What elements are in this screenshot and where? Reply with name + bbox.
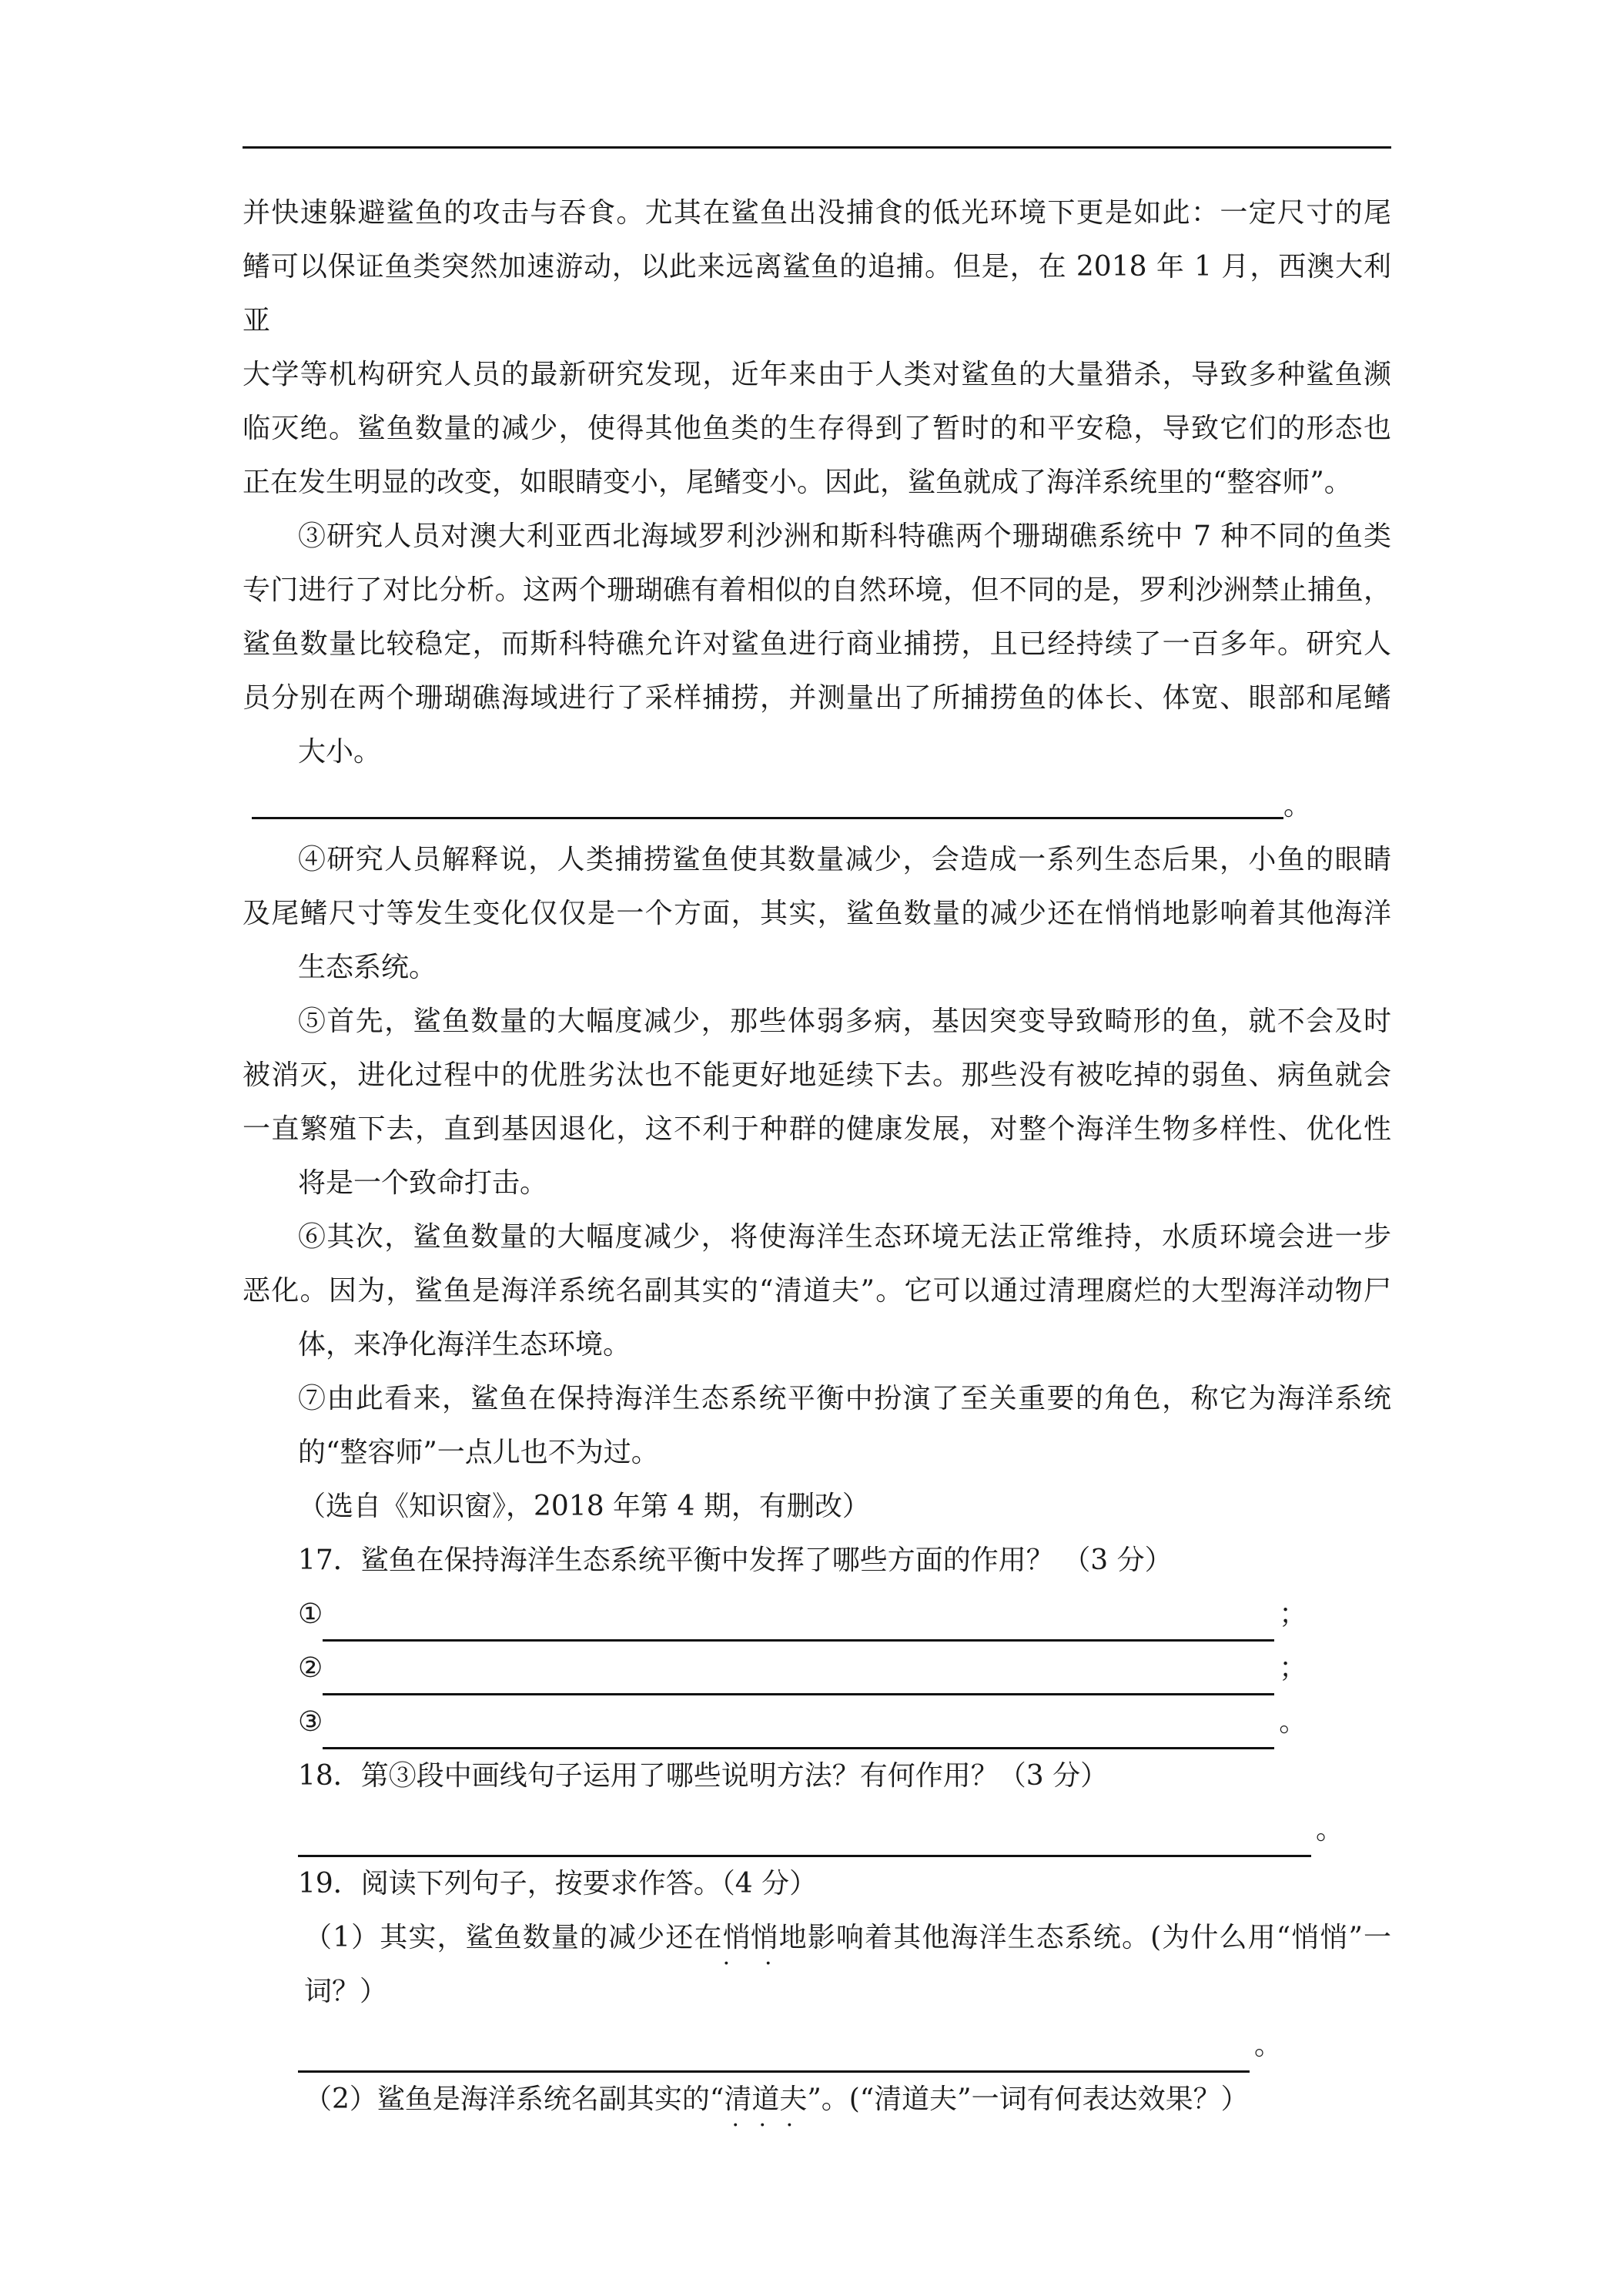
paragraph-3-answer-blank[interactable] <box>252 789 1283 819</box>
paragraph-6: ⑥其次，鲨鱼数量的大幅度减少，将使海洋生态环境无法正常维持，水质环境会进一步 恶化。因为，鲨鱼是海洋系统名副其实的“清道夫”。它可以通过清理腐烂的大型海洋动物尸 体，来净化海洋生态环境。 <box>243 1221 1391 1361</box>
q18-answer: 。 <box>243 1803 1391 1857</box>
paragraph-4: ④研究人员解释说，人类捕捞鲨鱼使其数量减少，会造成一系列生态后果，小鱼的眼睛 及尾鳍尺寸等发生变化仅仅是一个方面，其实，鲨鱼数量的减少还在悄悄地影响着其他海洋 生态系统。 <box>243 844 1391 983</box>
article-body <box>243 186 1391 2127</box>
paragraph-7: ⑦由此看来，鲨鱼在保持海洋生态系统平衡中扮演了至关重要的角色，称它为海洋系统 的“整容师”一点儿也不为过。 <box>298 1383 1391 1468</box>
q17-answer-3-blank[interactable] <box>323 1709 1274 1749</box>
paragraph-5: ⑤首先，鲨鱼数量的大幅度减少，那些体弱多病，基因突变导致畸形的鱼，就不会及时 被消灭，进化过程中的优胜劣汰也不能更好地延续下去。那些没有被吃掉的弱鱼、病鱼就会 一直繁殖下去，直到基因退化，这不利于种群的健康发展，对整个海洋生物多样性、优化性 将是一个致命打击。 <box>243 1006 1391 1199</box>
q17-answer-2: ② ； <box>243 1642 1391 1695</box>
source-citation: （选自《知识窗》，2018 年第 4 期，有删改） <box>298 1491 870 1522</box>
question-17: 17．鲨鱼在保持海洋生态系统平衡中发挥了哪些方面的作用？ （3 分） <box>298 1545 1173 1576</box>
q17-answer-3: ③ 。 <box>243 1695 1391 1749</box>
question-19: 19．阅读下列句子，按要求作答。（4 分） <box>298 1868 818 1899</box>
emphasis-dots-qingdaofu: 清道夫 · · · <box>724 2073 807 2127</box>
paragraph-3: ③研究人员对澳大利亚西北海域罗利沙洲和斯科特礁两个珊瑚礁系统中 7 种不同的鱼类 专门进行了对比分析。这两个珊瑚礁有着相似的自然环境，但不同的是，罗利沙洲禁止捕鱼， 鲨鱼数量比较稳定，而斯科特礁允许对鲨鱼进行商业捕捞，且已经持续了一百多年。研究人 员分别在两个珊瑚礁海域进行了采样捕捞，并测量出了所捕捞鱼的体长、体宽、眼部和尾鳍 大小。。 <box>243 520 1391 822</box>
q18-answer-blank[interactable] <box>298 1816 1311 1857</box>
q19-part-1-answer: 。 <box>243 2019 1391 2073</box>
question-19-part-2: （2）鲨鱼是海洋系统名副其实的“清道夫 · · ·”。(“清道夫”一词有何表达效果？） <box>243 2073 1391 2127</box>
q19-part-1-answer-blank[interactable] <box>298 2032 1250 2073</box>
q17-answer-1: ① ； <box>243 1588 1391 1642</box>
emphasis-dots-qiaoqiao: 悄悄 · · <box>723 1911 778 1965</box>
question-19-part-1: （1）其实，鲨鱼数量的减少还在悄悄 · ·地影响着其他海洋生态系统。(为什么用“悄悄”一 词？） <box>243 1911 1391 2019</box>
paragraph-2-continued: 并快速躲避鲨鱼的攻击与吞食。尤其在鲨鱼出没捕食的低光环境下更是如此：一定尺寸的尾 鳍可以保证鱼类突然加速游动，以此来远离鲨鱼的追捕。但是，在 2018 年 1 月，西澳大利亚 大学等机构研究人员的最新研究发现，近年来由于人类对鲨鱼的大量猎杀，导致多种鲨鱼濒 临灭绝。鲨鱼数量的减少，使得其他鱼类的生存得到了暂时的和平安稳，导致它们的形态也 正在发生明显的改变，如眼睛变小，尾鳍变小。因此，鲨鱼就成了海洋系统里的“整容师”。 <box>243 197 1391 498</box>
header-rule <box>243 146 1391 149</box>
q17-answer-1-blank[interactable] <box>323 1601 1274 1642</box>
question-18: 18．第③段中画线句子运用了哪些说明方法？有何作用？（3 分） <box>298 1760 1109 1792</box>
q17-answer-2-blank[interactable] <box>323 1655 1274 1695</box>
